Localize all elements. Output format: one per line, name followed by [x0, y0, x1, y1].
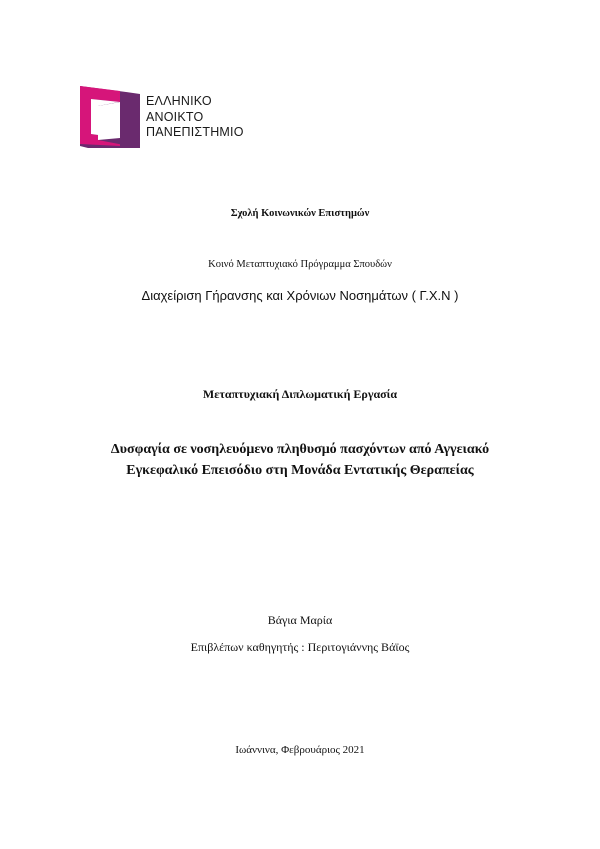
supervisor-name: Επιβλέπων καθηγητής : Περιτογιάννης Βάϊος: [190, 640, 410, 654]
university-emblem-icon: [80, 84, 142, 148]
university-name-line-3: ΠΑΝΕΠΙΣΤΗΜΙΟ: [146, 125, 244, 139]
thesis-title: [0, 439, 600, 481]
university-name-line-1: ΕΛΛΗΝΙΚΟ: [146, 94, 212, 108]
place-and-date: Ιωάννινα, Φεβρουάριος 2021: [235, 744, 365, 756]
program-name: Κοινό Μεταπτυχιακό Πρόγραμμα Σπουδών: [208, 259, 392, 270]
thesis-title-line-1: Δυσφαγία σε νοσηλευόμενο πληθυσμό πασχόντων από Αγγειακό: [110, 442, 490, 457]
university-name: [146, 94, 244, 141]
school-name: Σχολή Κοινωνικών Επιστημών: [230, 208, 370, 219]
thesis-title-line-2: Εγκεφαλικό Επεισόδιο στη Μονάδα Εντατικής Θεραπείας: [126, 463, 474, 478]
university-name-line-2: ΑΝΟΙΚΤΟ: [146, 109, 204, 124]
thesis-type: Μεταπτυχιακή Διπλωματική Εργασία: [202, 387, 398, 401]
author-name: Βάγια Μαρία: [267, 613, 333, 627]
specialization-name: Διαχείριση Γήρανσης και Χρόνιων Νοσημάτων ( Γ.Χ.Ν ): [141, 288, 459, 303]
university-logo: [80, 84, 260, 150]
